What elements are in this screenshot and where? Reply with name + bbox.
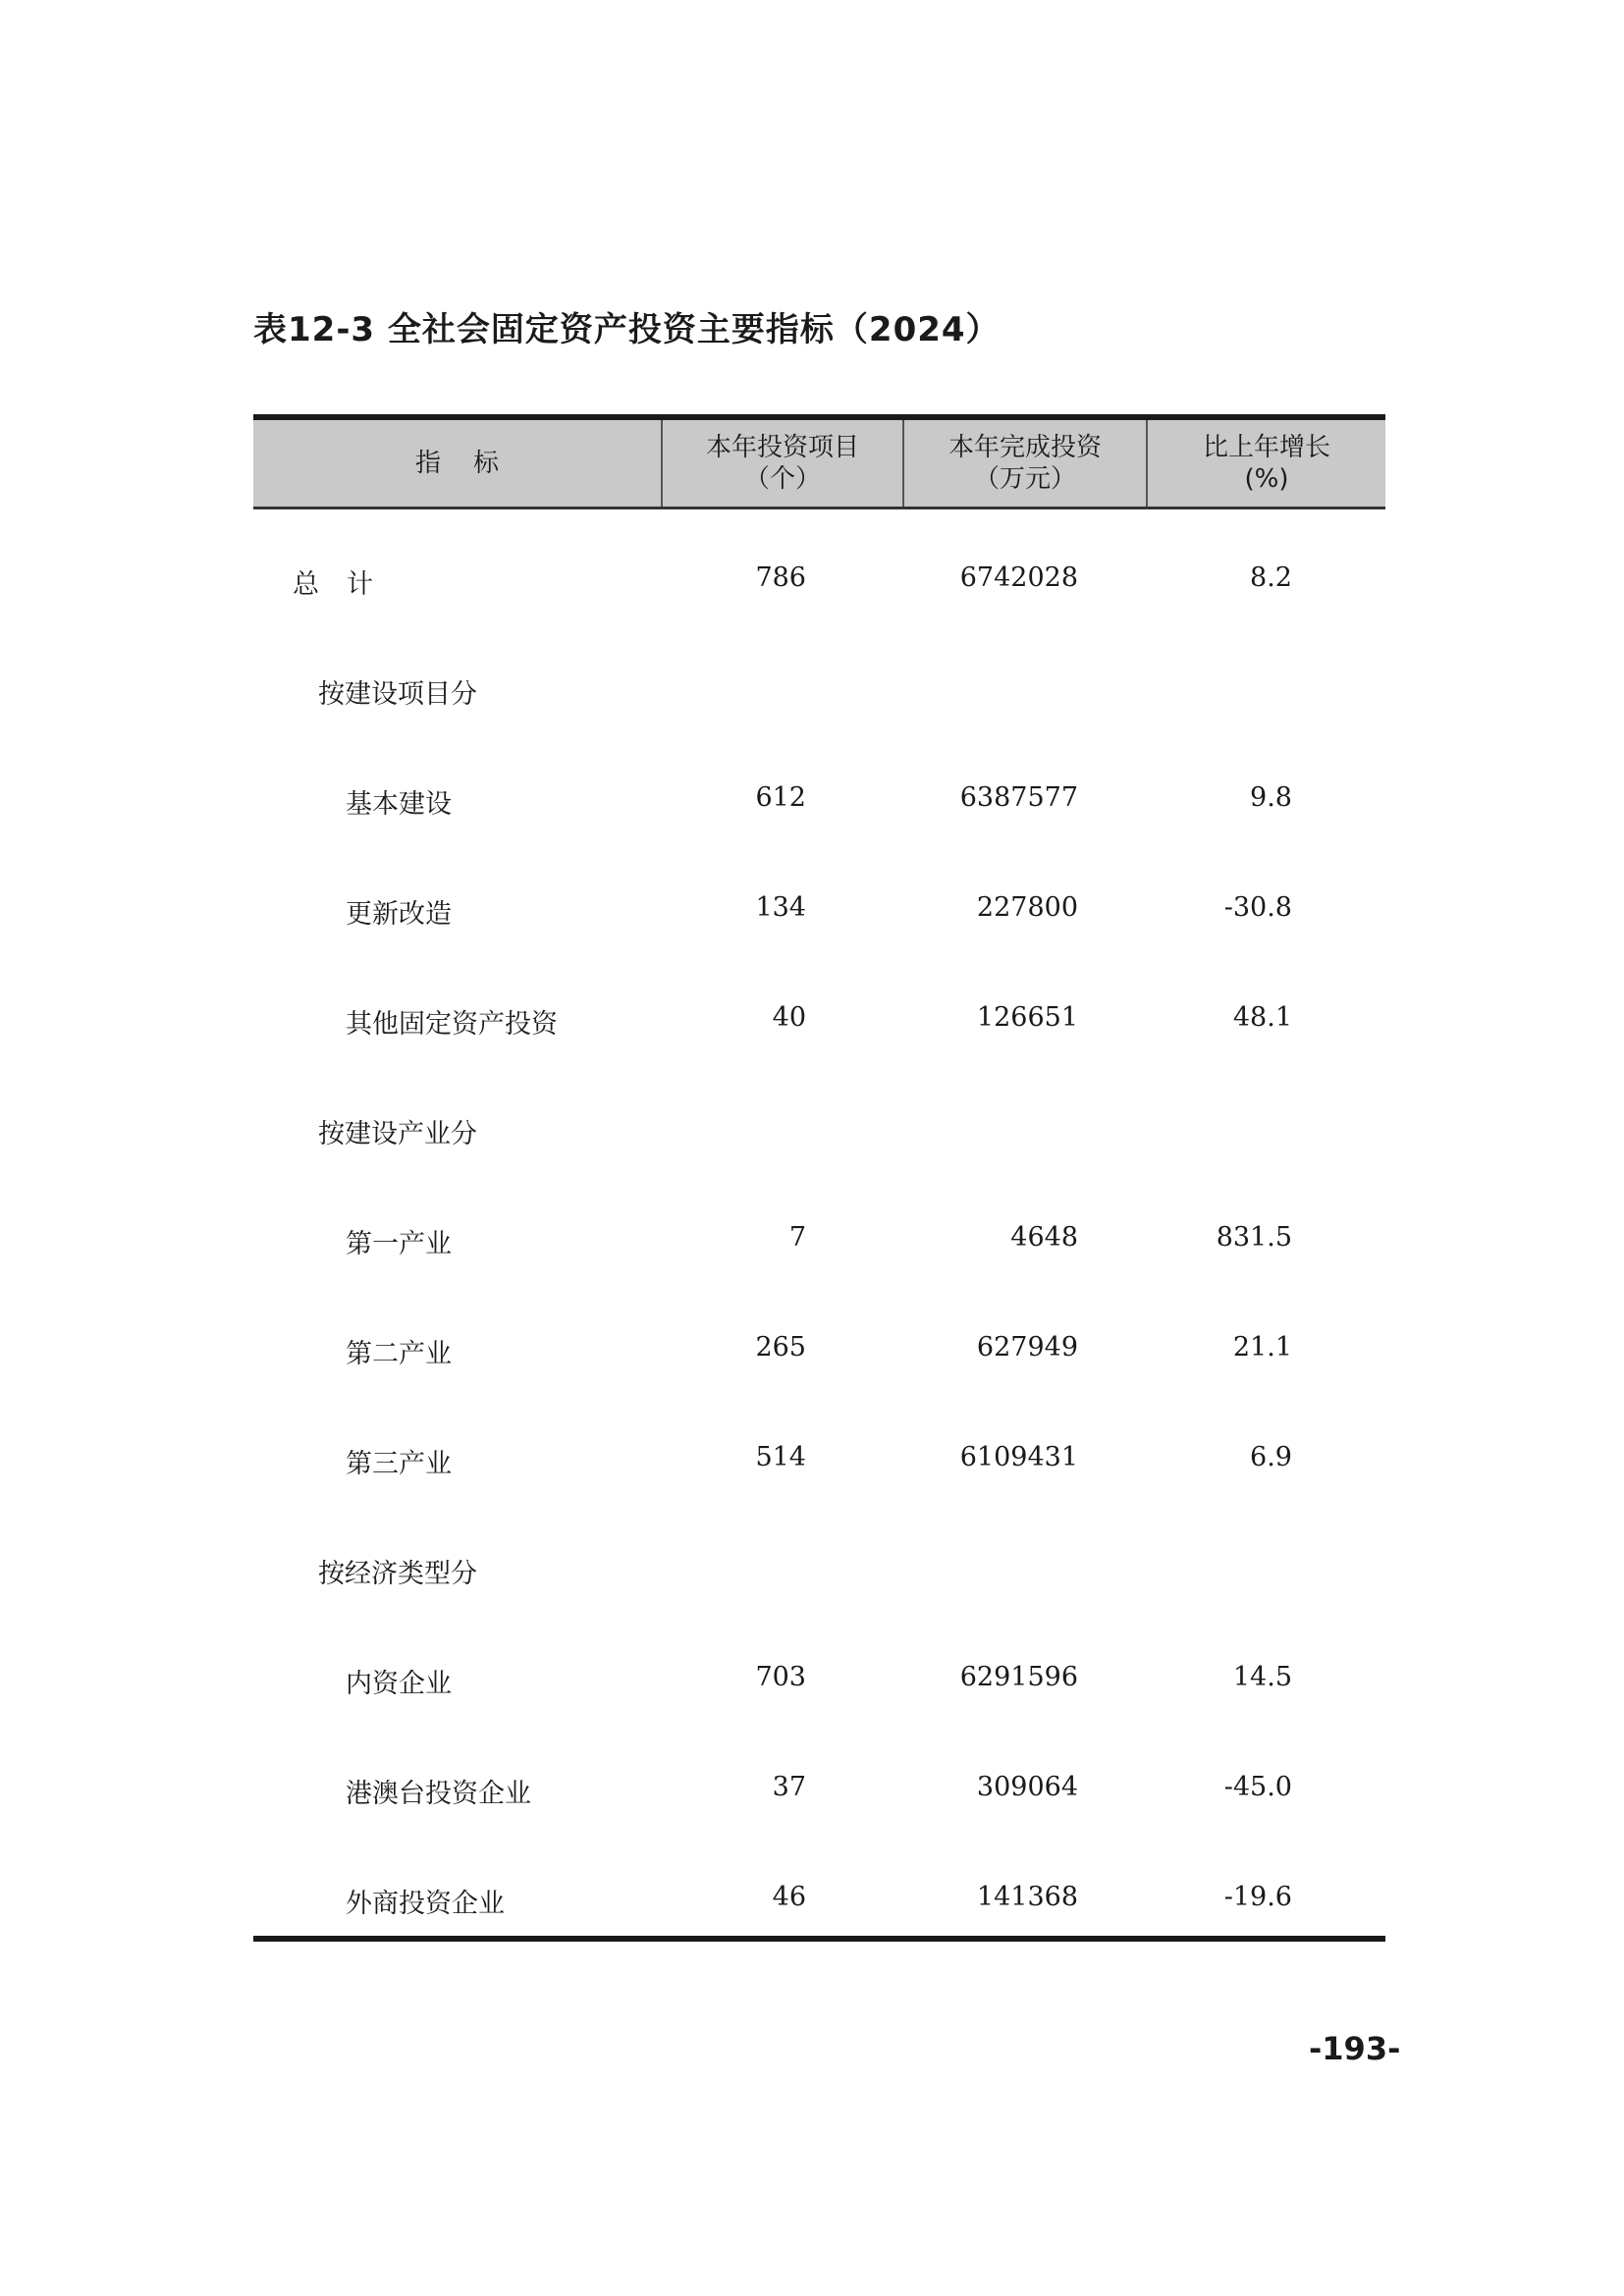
header-growth-line1: 比上年增长 [1202, 433, 1330, 462]
investment-table [253, 414, 1385, 1942]
row-growth: -30.8 [1223, 892, 1292, 923]
header-growth-line2: (%) [1244, 464, 1289, 494]
row-growth: 8.2 [1250, 562, 1292, 593]
row-label: 按建设产业分 [318, 1119, 477, 1149]
row-growth: -19.6 [1223, 1882, 1292, 1912]
row-investment: 6291596 [959, 1662, 1078, 1692]
row-label: 内资企业 [346, 1669, 452, 1699]
row-label: 更新改造 [346, 899, 452, 930]
row-growth: 9.8 [1250, 782, 1292, 813]
row-investment: 4648 [1010, 1222, 1078, 1253]
row-label: 按建设项目分 [318, 679, 477, 710]
table-row [253, 771, 1385, 829]
header-investment-line1: 本年完成投资 [947, 433, 1102, 462]
row-investment: 141368 [976, 1882, 1078, 1912]
row-investment: 6109431 [959, 1442, 1078, 1472]
row-investment: 227800 [976, 892, 1078, 923]
table-title: 表12-3 全社会固定资产投资主要指标（2024） [253, 310, 1001, 349]
header-projects-line1: 本年投资项目 [705, 433, 859, 462]
row-label: 港澳台投资企业 [346, 1779, 531, 1809]
table-row [253, 1210, 1385, 1269]
table-header [253, 420, 1385, 509]
row-projects: 7 [788, 1222, 806, 1253]
row-label: 总计 [293, 569, 401, 600]
table-row [253, 881, 1385, 939]
row-projects: 46 [772, 1882, 806, 1912]
table-row-section [253, 1540, 1385, 1599]
table-row-section [253, 1100, 1385, 1159]
header-investment [904, 420, 1148, 507]
row-growth: 6.9 [1250, 1442, 1292, 1472]
row-investment: 309064 [976, 1772, 1078, 1802]
row-label: 第二产业 [346, 1339, 452, 1369]
row-projects: 703 [755, 1662, 806, 1692]
bottom-rule [253, 1936, 1385, 1942]
page-number: -193- [1309, 2030, 1401, 2067]
row-investment: 627949 [976, 1332, 1078, 1362]
table-row [253, 1650, 1385, 1709]
row-projects: 786 [755, 562, 806, 593]
row-projects: 514 [755, 1442, 806, 1472]
row-growth: -45.0 [1223, 1772, 1292, 1802]
header-indicator-label: 指 标 [414, 449, 500, 478]
row-label: 第一产业 [346, 1229, 452, 1259]
table-row-section [253, 661, 1385, 720]
row-growth: 14.5 [1232, 1662, 1292, 1692]
row-label: 其他固定资产投资 [346, 1009, 558, 1040]
row-projects: 612 [755, 782, 806, 813]
row-label: 第三产业 [346, 1449, 452, 1479]
row-label: 外商投资企业 [346, 1889, 505, 1919]
row-growth: 48.1 [1232, 1002, 1292, 1033]
table-row [253, 990, 1385, 1049]
header-investment-line2: （万元） [973, 464, 1076, 494]
table-row-total [253, 551, 1385, 610]
table-body [253, 509, 1385, 1936]
row-investment: 6742028 [959, 562, 1078, 593]
table-row [253, 1430, 1385, 1489]
row-projects: 265 [755, 1332, 806, 1362]
header-projects-line2: （个） [743, 464, 821, 494]
row-label: 按经济类型分 [318, 1559, 477, 1589]
header-growth [1148, 420, 1385, 507]
row-projects: 134 [755, 892, 806, 923]
row-projects: 37 [772, 1772, 806, 1802]
row-growth: 21.1 [1232, 1332, 1292, 1362]
row-investment: 6387577 [959, 782, 1078, 813]
row-label: 基本建设 [346, 789, 452, 820]
header-indicator [253, 420, 663, 507]
table-row [253, 1320, 1385, 1379]
row-projects: 40 [772, 1002, 806, 1033]
row-investment: 126651 [976, 1002, 1078, 1033]
table-row [253, 1760, 1385, 1819]
row-growth: 831.5 [1216, 1222, 1292, 1253]
table-row [253, 1870, 1385, 1929]
header-projects [663, 420, 904, 507]
